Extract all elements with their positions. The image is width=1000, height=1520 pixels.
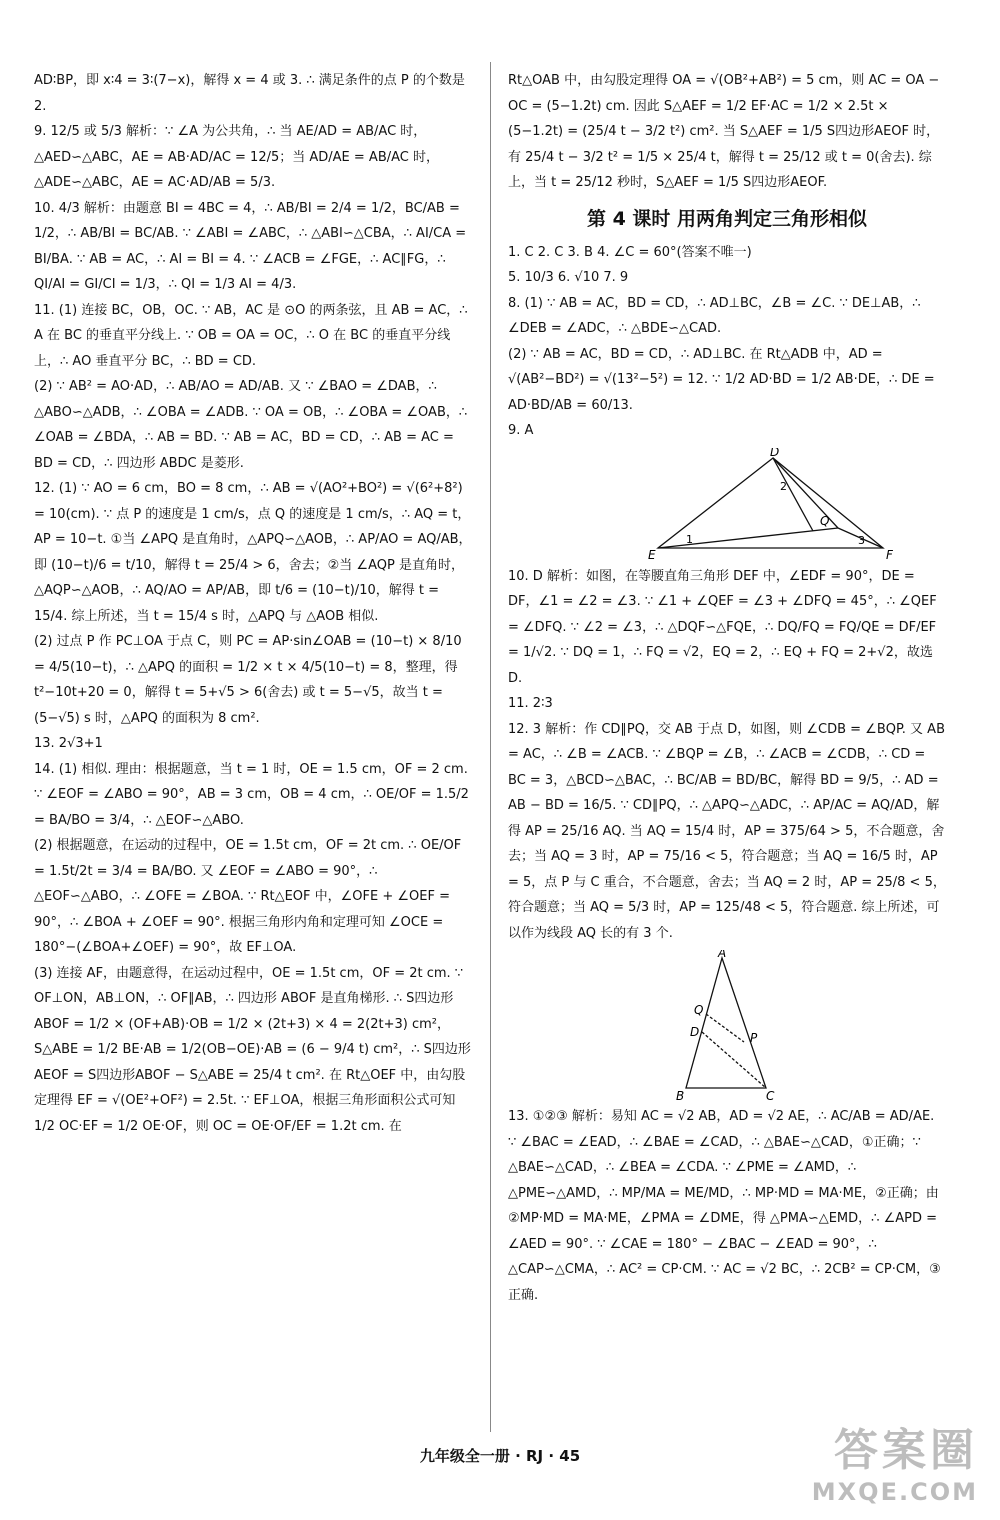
left-paragraph: 13. 2√3+1 [34,736,103,751]
left-paragraph: (3) 连接 AF，由题意得，在运动过程中，OE = 1.5t cm，OF = 2t cm. ∵ OF⊥ON，AB⊥ON，∴ OF∥AB，∴ 四边形 ABOF 是直角梯形. ∴ S四边形ABOF = 1/2 × (OF+AB)·OB = 1/2 × (2t+3) × 4 = 2(2t+3) cm²，S△ABE = 1/2 BE·AB = 1/2(OB−OE)·AB = (6 − 9/4 t) cm²，∴ S四边形AEOF = S四边形ABOF − S△ABE = 25/4 t cm². 在 Rt△OEF 中，由勾股定理得 EF = √(OE²+OF²) = 2.5t. ∵ EF⊥OA，根据三角形面积公式可知 1/2 OC·EF = 1/2 OE·OF，则 OC = OE·OF/EF = 1.2t cm. 在 [34,965,471,1134]
page-footer: 九年级全一册 · RJ · 45 [419,1447,581,1465]
label-A: A [718,950,727,960]
right-paragraph: 1. C 2. C 3. B 4. ∠C = 60°(答案不唯一) [508,244,752,260]
left-paragraph: 12. (1) ∵ AO = 6 cm，BO = 8 cm，∴ AB = √(AO²+BO²) = √(6²+8²) = 10(cm). ∵ 点 P 的速度是 1 cm/s，点 Q 的速度是 1 cm/s，∴ AQ = t，AP = 10−t. ①当 ∠APQ 是直角时，△APQ∽△AOB，∴ AP/AO = AQ/AB，即 (10−t)/6 = t/10，解得 t = 25/4 > 6，舍去；②当 ∠AQP 是直角时，△AQP∽△AOB，∴ AQ/AO = AP/AB，即 t/6 = (10−t)/10，解得 t = 15/4. 综上所述，当 t = 15/4 s 时，△APQ 与 △AOB 相似. [34,481,472,624]
left-paragraph: 11. (1) 连接 BC，OB，OC. ∵ AB，AC 是 ⊙O 的两条弦，且 AB = AC，∴ A 在 BC 的垂直平分线上. ∵ OB = OA = OC，∴ O 在 BC 的垂直平分线上，∴ AO 垂直平分 BC，∴ BD = CD. [34,302,468,369]
label-F: F [886,547,893,560]
label-Q: Q [820,513,830,528]
watermark-line2: MXQE.COM [811,1478,978,1506]
label-C: C [766,1089,775,1100]
right-paragraph: 9. A [508,423,534,438]
left-paragraph: 10. 4/3 解析：由题意 BI = 4BC = 4，∴ AB/BI = 2/4 = 1/2，BC/AB = 1/2，∴ AB/BI = BC/AB. ∵ ∠ABI = ∠ABC，∴ △ABI∽△CBA，∴ AI/CA = BI/BA. ∵ AB = AC，∴ AI = BI = 4. ∵ ∠ACB = ∠FGE，∴ AC∥FG，∴ QI/AI = GI/CI = 1/3，∴ QI = 1/3 AI = 4/3. [34,200,467,292]
right-paragraph: Rt△OAB 中，由勾股定理得 OA = √(OB²+AB²) = 5 cm，则 AC = OA − OC = (5−1.2t) cm. 因此 S△AEF = 1/2 EF·AC = 1/2 × 2.5t × (5−1.2t) = (25/4 t − 3/2 t²) cm². 当 S△AEF = 1/5 S四边形AEOF 时，有 25/4 t − 3/2 t² = 1/5 × 25/4 t，解得 t = 25/12 或 t = 0(舍去). 综上，当 t = 25/12 秒时，S△AEF = 1/5 S四边形AEOF. [508,73,940,190]
right-column [508,68,946,1308]
left-column [34,68,472,1139]
watermark-logo [812,1414,978,1506]
right-paragraph: 11. 2∶3 [508,696,553,711]
label-P: P [750,1031,758,1045]
left-paragraph: 9. 12/5 或 5/3 解析：∵ ∠A 为公共角，∴ 当 AE/AD = AB/AC 时，△AED∽△ABC，AE = AB·AD/AC = 12/5；当 AD/AE = AB/AC 时，△ADE∽△ABC，AE = AC·AD/AB = 5/3. [34,124,439,190]
right-paragraph: 8. (1) ∵ AB = AC，BD = CD，∴ AD⊥BC，∠B = ∠C. ∵ DE⊥AB，∴ ∠DEB = ∠ADC，∴ △BDE∽△CAD. [508,295,921,336]
right-paragraph: 13. ①②③ 解析：易知 AC = √2 AB，AD = √2 AE，∴ AC/AB = AD/AE. ∵ ∠BAC = ∠EAD，∴ ∠BAE = ∠CAD，∴ △BAE∽△CAD，①正确；∵ △BAE∽△CAD，∴ ∠BEA = ∠CDA. ∵ ∠PME = ∠AMD，∴ △PME∽△AMD，∴ MP/MA = ME/MD，∴ MP·MD = MA·ME，②正确；由②MP·MD = MA·ME，∠PMA = ∠DME，得 △PMA∽△EMD，∴ ∠APD = ∠AED = 90°. ∵ ∠CAE = 180° − ∠BAC − ∠EAD = 90°，∴ △CAP∽△CMA，∴ AC² = CP·CM. ∵ AC = √2 BC，∴ 2CB² = CP·CM，③正确. [508,1109,941,1303]
left-paragraph: AD∶BP，即 x∶4 = 3∶(7−x)，解得 x = 4 或 3. ∴ 满足条件的点 P 的个数是 2. [34,73,465,114]
label-Q: Q [694,1003,704,1017]
section-title: 第 4 课时 用两角判定三角形相似 [586,207,868,230]
left-paragraph: 14. (1) 相似. 理由：根据题意，当 t = 1 时，OE = 1.5 cm，OF = 2 cm. ∵ ∠EOF = ∠ABO = 90°，AB = 3 cm，OB = 4 cm，∴ OE/OF = 1.5/2 = BA/BO = 3/4，∴ △EOF∽△ABO. [34,761,469,828]
figure-triangle-abc-svg [508,950,946,1100]
column-divider [490,62,491,1432]
label-D: D [690,1025,700,1039]
watermark-line1: 答案圈 [834,1425,978,1476]
label-angle-1: 1 [686,532,693,546]
right-paragraph: (2) ∵ AB = AC，BD = CD，∴ AD⊥BC. 在 Rt△ADB 中，AD = √(AB²−BD²) = √(13²−5²) = 12. ∵ 1/2 AD·BD = 1/2 AB·DE，∴ DE = AD·BD/AB = 60/13. [508,346,935,413]
label-E: E [648,547,656,560]
right-paragraph: 5. 10/3 6. √10 7. 9 [508,270,629,285]
right-paragraph: 10. D 解析：如图，在等腰直角三角形 DEF 中，∠EDF = 90°，DE = DF，∠1 = ∠2 = ∠3. ∵ ∠1 + ∠QEF = ∠3 + ∠DFQ = 45°，∴ ∠QEF = ∠DFQ. ∵ ∠2 = ∠3，∴ △DQF∽△FQE，∴ DQ/FQ = FQ/QE = DF/EF = 1/√2. ∵ DQ = 1，∴ FQ = √2，EQ = 2，∴ EQ + FQ = 2+√2，故选 D. [508,568,937,686]
label-D: D [770,447,780,459]
left-paragraph: (2) 过点 P 作 PC⊥OA 于点 C，则 PC = AP·sin∠OAB = (10−t) × 8/10 = 4/5(10−t)，∴ △APQ 的面积 = 1/2 × t × 4/5(10−t) = 8，整理，得 t²−10t+20 = 0，解得 t = 5+√5 > 6(舍去) 或 t = 5−√5，故当 t = (5−√5) s 时，△APQ 的面积为 8 cm². [34,634,462,726]
left-paragraph: (2) 根据题意，在运动的过程中，OE = 1.5t cm，OF = 2t cm. ∴ OE/OF = 1.5t/2t = 3/4 = BA/BO. 又 ∠EOF = ∠ABO = 90°，∴ △EOF∽△ABO，∴ ∠OFE = ∠BOA. ∵ Rt△EOF 中，∠OFE + ∠OEF = 90°，∴ ∠BOA + ∠OEF = 90°. 根据三角形内角和定理可知 ∠OCE = 180°−(∠BOA+∠OEF) = 90°，故 EF⊥OA. [34,838,462,955]
label-angle-3: 3 [858,533,865,547]
figure-triangle-def-svg [508,448,946,560]
figure-triangle-abc [508,950,946,1100]
right-paragraph: 12. 3 解析：作 CD∥PQ，交 AB 于点 D，如图，则 ∠CDB = ∠BQP. 又 AB = AC，∴ ∠B = ∠ACB. ∵ ∠BQP = ∠B，∴ ∠ACB = ∠CDB，∴ CD = BC = 3，△BCD∽△BAC，∴ BC/AB = BD/BC，解得 BD = 9/5，∴ AD = AB − BD = 16/5. ∵ CD∥PQ，∴ △APQ∽△ADC，∴ AP/AC = AQ/AD，解得 AP = 25/16 AQ. 当 AQ = 15/4 时，AP = 375/64 > 5，不合题意，舍去；当 AQ = 3 时，AP = 75/16 < 5，符合题意；当 AQ = 16/5 时，AP = 5，点 P 与 C 重合，不合题意，舍去；当 AQ = 2 时，AP = 25/8 < 5，符合题意；当 AQ = 5/3 时，AP = 125/48 < 5，符合题意. 综上所述，可以作为线段 AQ 长的有 3 个. [508,721,946,941]
figure-triangle-def [508,448,946,560]
label-B: B [676,1089,685,1100]
left-paragraph: (2) ∵ AB² = AO·AD，∴ AB/AO = AD/AB. 又 ∵ ∠BAO = ∠DAB，∴ △ABO∽△ADB，∴ ∠OBA = ∠ADB. ∵ OA = OB，∴ ∠OBA = ∠OAB，∴ ∠OAB = ∠BDA，∴ AB = BD. ∵ AB = AC，BD = CD，∴ AB = AC = BD = CD，∴ 四边形 ABDC 是菱形. [34,379,468,471]
label-angle-2: 2 [780,479,787,493]
